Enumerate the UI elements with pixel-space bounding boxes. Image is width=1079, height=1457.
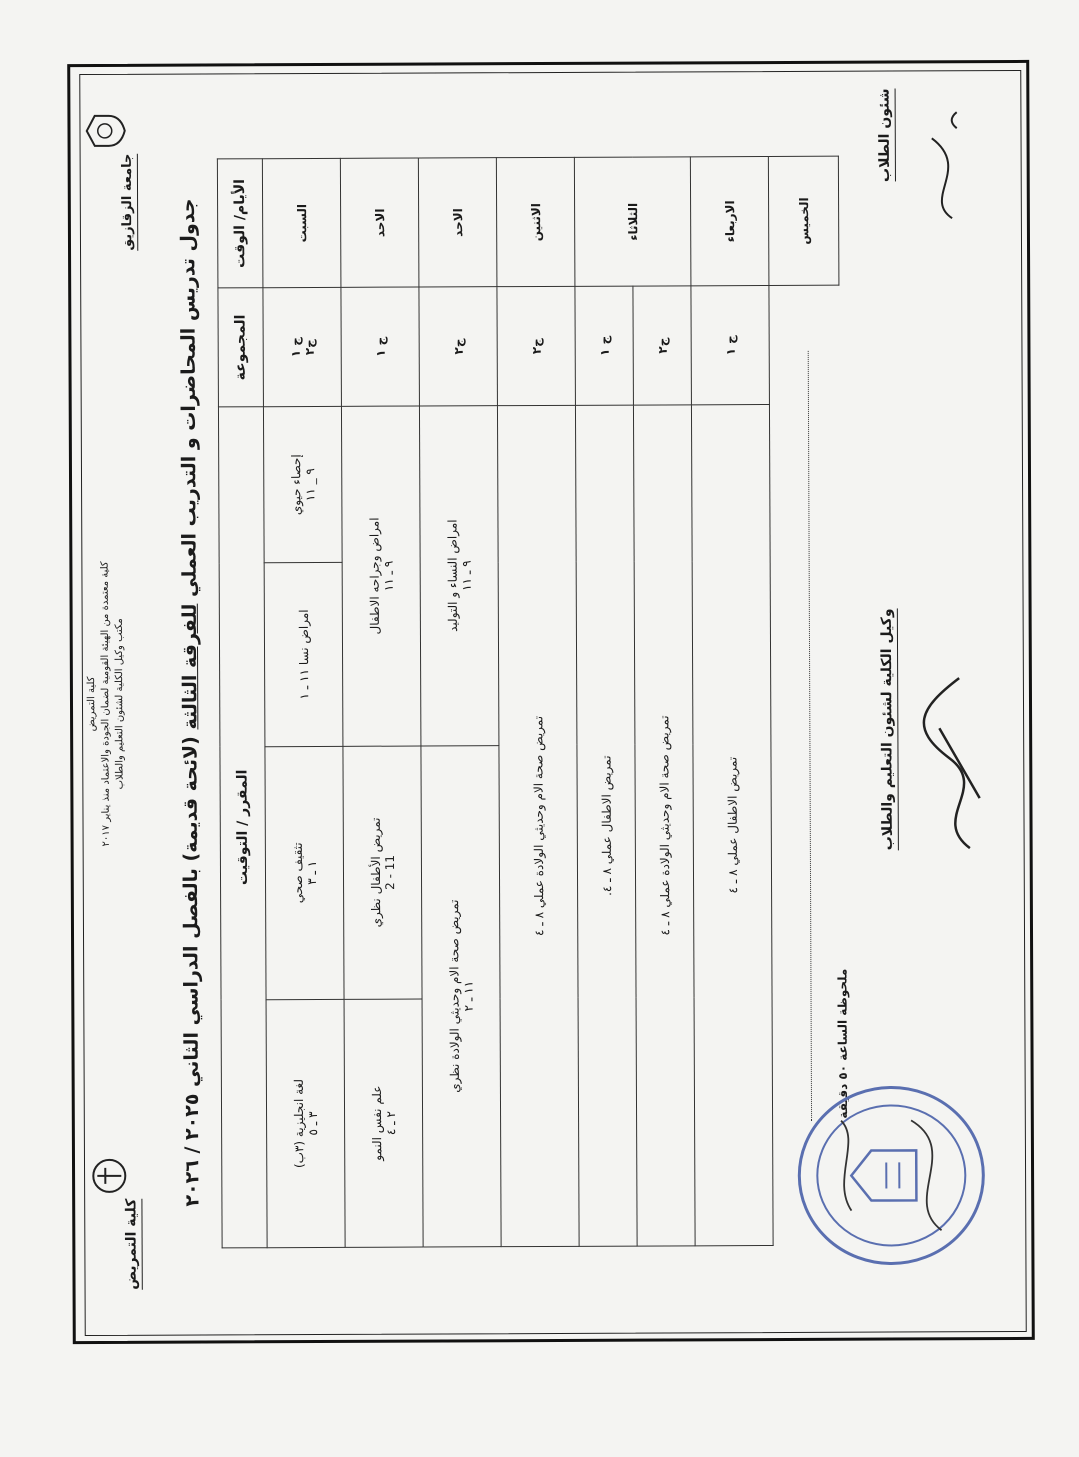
university-block — [85, 92, 139, 272]
course-cell: تمريض الاطفال عملي ٨ ـ ٤. — [575, 405, 637, 1246]
student-affairs-signature-label: شئون الطلاب — [877, 88, 896, 182]
course-cell: تثقيف صحي ١ ـ ٣ — [265, 746, 344, 1000]
header-group: المجموعة — [218, 288, 264, 407]
table-row — [418, 158, 501, 1247]
schedule-table — [217, 156, 844, 1249]
handwritten-signature-icon — [909, 658, 1000, 858]
group-cell: ج٢ — [419, 287, 498, 406]
group-cell: ج٢ — [497, 287, 576, 406]
title-part-1: جدول تدريس المحاضرات و التدريب العملي — [177, 198, 201, 604]
title-part-2: (لائحة قديمة) بالفصل الدراسي الثاني ٢٠٢٥ / ٢٠٢٦ — [179, 729, 204, 1207]
header-line-2: كلية معتمدة من الهيئة القومية لضمان الجودة والاعتماد منذ يناير ٢٠١٧ — [99, 561, 112, 847]
course-cell: امراض نسا ١١ ـ ١ — [264, 563, 343, 747]
rotated-page — [76, 68, 1023, 1334]
course-cell: امراض وجراحه الاطفال ٩ ـ ١١ — [341, 406, 420, 746]
header-line-1: كلية التمريض — [86, 676, 98, 732]
course-cell: علم نفس النمو ٢ ـ ٤ — [344, 999, 423, 1247]
course-cell: امراض النساء و التوليد ٩ ـ ١١ — [419, 406, 498, 746]
page-title — [177, 111, 204, 1293]
day-cell: الاربعاء — [690, 156, 769, 286]
header-course: المقرر / التوقيت — [218, 407, 267, 1248]
day-cell: الخميس — [768, 156, 839, 286]
group-cell: ج ١ — [341, 287, 420, 406]
table-row — [340, 158, 423, 1247]
group-cell: ج ١ — [575, 286, 634, 405]
course-cell: إحصاء حيوي ٩ _ ١١ — [263, 406, 342, 563]
day-cell: الاحد — [418, 158, 497, 288]
table-row — [690, 156, 773, 1245]
header-days: الأيام/ الوقت — [217, 159, 263, 289]
table-row — [632, 157, 695, 1246]
faculty-name: كلية التمريض — [123, 1199, 142, 1290]
table-row — [574, 157, 637, 1246]
day-cell: السبت — [262, 158, 341, 288]
university-logo-icon — [85, 113, 127, 149]
title-year-level: للفرقة الثالثة — [178, 603, 202, 730]
table-header-row — [217, 159, 267, 1248]
course-cell: لغة انجليزية (٣ب) ٣ ـ ٥ — [266, 999, 345, 1247]
vice-dean-signature-label: وكيل الكلية لشئون التعليم والطلاب — [879, 608, 899, 850]
faculty-logo-icon — [89, 1158, 131, 1194]
course-cell: تمريض الأطفال نظري 11 - 2 — [343, 746, 422, 1000]
course-cell: تمريض صحة الام وحديثي الولادة نظري ١١ ـ ٢ — [421, 745, 501, 1247]
group-cell: ج٢ — [633, 286, 692, 405]
course-cell: تمريض صحة الام وحديثي الولادة عملي ٨ ـ ٤ — [633, 405, 695, 1246]
header-line-3: مكتب وكيل الكلية لشئون التعليم والطلاب — [113, 618, 126, 790]
group-cell: ج ١ ج٢ — [263, 288, 342, 407]
day-cell: الاحد — [340, 158, 419, 288]
header-center — [84, 454, 128, 954]
table-row — [262, 158, 345, 1247]
note-text: ملحوظة الساعة ٥٠ دقيقة — [835, 968, 851, 1119]
university-name: جامعة الزقازيق — [120, 154, 138, 251]
day-cell: الثلاثاء — [574, 157, 691, 287]
course-cell: تمريض صحة الام وحديثي الولادة عملي ٨ ـ ٤ — [497, 405, 579, 1246]
group-cell: ج ١ — [691, 286, 770, 405]
handwritten-initials-icon — [912, 98, 983, 228]
faculty-block — [89, 1134, 143, 1314]
course-cell: تمريض الاطفال عملي ٨ ـ ٤ — [691, 404, 773, 1245]
table-row — [496, 157, 579, 1246]
official-stamp-icon — [791, 1080, 992, 1271]
day-cell: الاثنين — [496, 157, 575, 287]
